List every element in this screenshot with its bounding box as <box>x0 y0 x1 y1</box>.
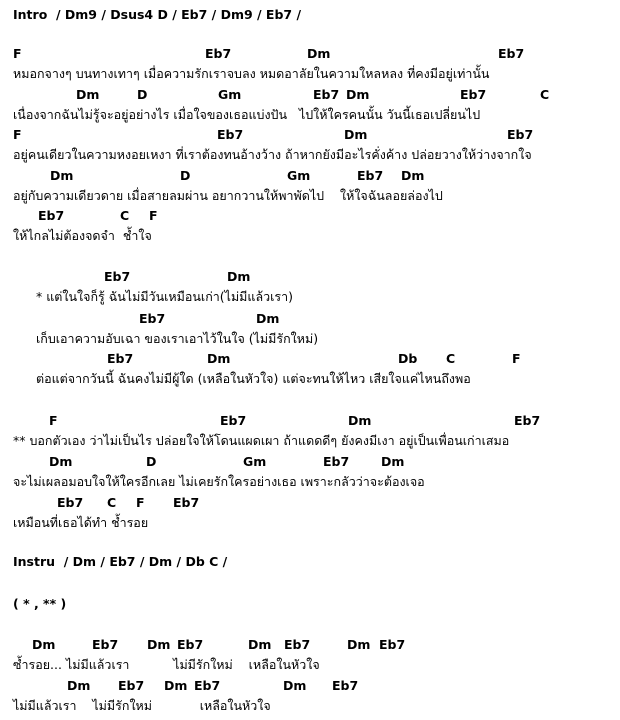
chord: Eb7 <box>38 208 65 223</box>
chord: Eb7 <box>514 413 541 428</box>
lyric-line: อยู่กับความเดียวดาย เมื่อสายลมผ่าน อยากวานให้พาพัดไป ให้ใจฉันลอยล่องไป <box>13 188 443 203</box>
chord: Dm <box>283 678 307 693</box>
chord: Eb7 <box>284 637 311 652</box>
chord: F <box>136 495 145 510</box>
chord: Dm <box>76 87 100 102</box>
chord: F <box>13 127 22 142</box>
chord: Dm <box>164 678 188 693</box>
chord: D <box>137 87 148 102</box>
lyric-line: ซ้ำรอย... ไม่มีแล้วเรา ไม่มีรักใหม่ เหลือในหัวใจ <box>13 657 320 672</box>
chord: C <box>107 495 117 510</box>
chord: Eb7 <box>323 454 350 469</box>
chord: Dm <box>401 168 425 183</box>
chord: Dm <box>227 269 251 284</box>
chord: Eb7 <box>313 87 340 102</box>
repeat-marker: ( * , ** ) <box>13 596 67 611</box>
chord: Dm <box>256 311 280 326</box>
chord: Dm <box>344 127 368 142</box>
instru-line: Instru / Dm / Eb7 / Dm / Db C / <box>13 554 228 569</box>
chord: F <box>49 413 58 428</box>
chord: Eb7 <box>118 678 145 693</box>
chord: Db <box>398 351 418 366</box>
chord: Dm <box>347 637 371 652</box>
lyric-line: อยู่คนเดียวในความหงอยเหงา ที่เราต้องทนอ้างว้าง ถ้าหากยังมีอะไรคั่งค้าง ปล่อยวางให้ว่างจากใจ <box>13 147 532 162</box>
lyric-line: * แต่ในใจก็รู้ ฉันไม่มีวันเหมือนเก่า(ไม่มีแล้วเรา) <box>36 289 294 304</box>
chord: F <box>149 208 158 223</box>
chord: Eb7 <box>507 127 534 142</box>
chord: Eb7 <box>107 351 134 366</box>
chord: Eb7 <box>205 46 232 61</box>
chord: F <box>13 46 22 61</box>
chord: Eb7 <box>92 637 119 652</box>
lyric-line: ไม่มีแล้วเรา ไม่มีรักใหม่ เหลือในหัวใจ <box>13 698 271 713</box>
chord: Gm <box>218 87 242 102</box>
chord: Eb7 <box>498 46 525 61</box>
lyric-line: หมอกจางๆ บนทางเทาๆ เมื่อความรักเราจบลง หมดอาลัยในความใหลหลง ที่คงมีอยู่เท่านั้น <box>13 66 490 81</box>
lyric-line: เนื่องจากฉันไม่รู้จะอยู่อย่างไร เมื่อใจของเธอแบ่งปัน ไปให้ใครคนนั้น วันนี้เธอเปลี่ยนไป <box>13 107 481 122</box>
chord: D <box>180 168 191 183</box>
chord: Dm <box>348 413 372 428</box>
chord: C <box>446 351 456 366</box>
chord: Dm <box>248 637 272 652</box>
chord: Eb7 <box>177 637 204 652</box>
chord: Eb7 <box>217 127 244 142</box>
chord: Gm <box>287 168 311 183</box>
chord: Dm <box>67 678 91 693</box>
lyric-line: ** บอกตัวเอง ว่าไม่เป็นไร ปล่อยใจให้โดนแผดเผา ถ้าแดดดีๆ ยังคงมีเงา อยู่เป็นเพื่อนเก่าเสมอ <box>13 433 510 448</box>
chord: Dm <box>147 637 171 652</box>
chord: C <box>540 87 550 102</box>
lyric-line: ให้ไกลไม่ต้องจดจำ ช้ำใจ <box>13 228 152 243</box>
chord: C <box>120 208 130 223</box>
chord: Eb7 <box>194 678 221 693</box>
chord: F <box>512 351 521 366</box>
lyric-line: เหมือนที่เธอได้ทำ ช้ำรอย <box>13 515 149 530</box>
chord: Eb7 <box>332 678 359 693</box>
chord: Gm <box>243 454 267 469</box>
chord: Eb7 <box>357 168 384 183</box>
chord: Eb7 <box>460 87 487 102</box>
lyric-line: ต่อแต่จากวันนี้ ฉันคงไม่มีผู้ใด (เหลือในหัวใจ) แต่จะทนให้ไหว เสียใจแค่ไหนถึงพอ <box>36 371 471 386</box>
chord: Eb7 <box>379 637 406 652</box>
chord: Eb7 <box>104 269 131 284</box>
chord: Eb7 <box>57 495 84 510</box>
chord: Dm <box>207 351 231 366</box>
chord: Dm <box>381 454 405 469</box>
chord: Dm <box>346 87 370 102</box>
chord: Dm <box>32 637 56 652</box>
lyric-line: จะไม่เผลอมอบใจให้ใครอีกเลย ไม่เคยรักใครอย่างเธอ เพราะกลัวว่าจะต้องเจอ <box>13 474 425 489</box>
chord: Eb7 <box>139 311 166 326</box>
chord: Dm <box>50 168 74 183</box>
chord: Eb7 <box>173 495 200 510</box>
chord: Eb7 <box>220 413 247 428</box>
intro-line: Intro / Dm9 / Dsus4 D / Eb7 / Dm9 / Eb7 / <box>13 7 302 22</box>
lyric-line: เก็บเอาความอับเฉา ของเราเอาไว้ในใจ (ไม่มีรักใหม่) <box>36 331 319 346</box>
chord: Dm <box>49 454 73 469</box>
chord: D <box>146 454 157 469</box>
chord: Dm <box>307 46 331 61</box>
